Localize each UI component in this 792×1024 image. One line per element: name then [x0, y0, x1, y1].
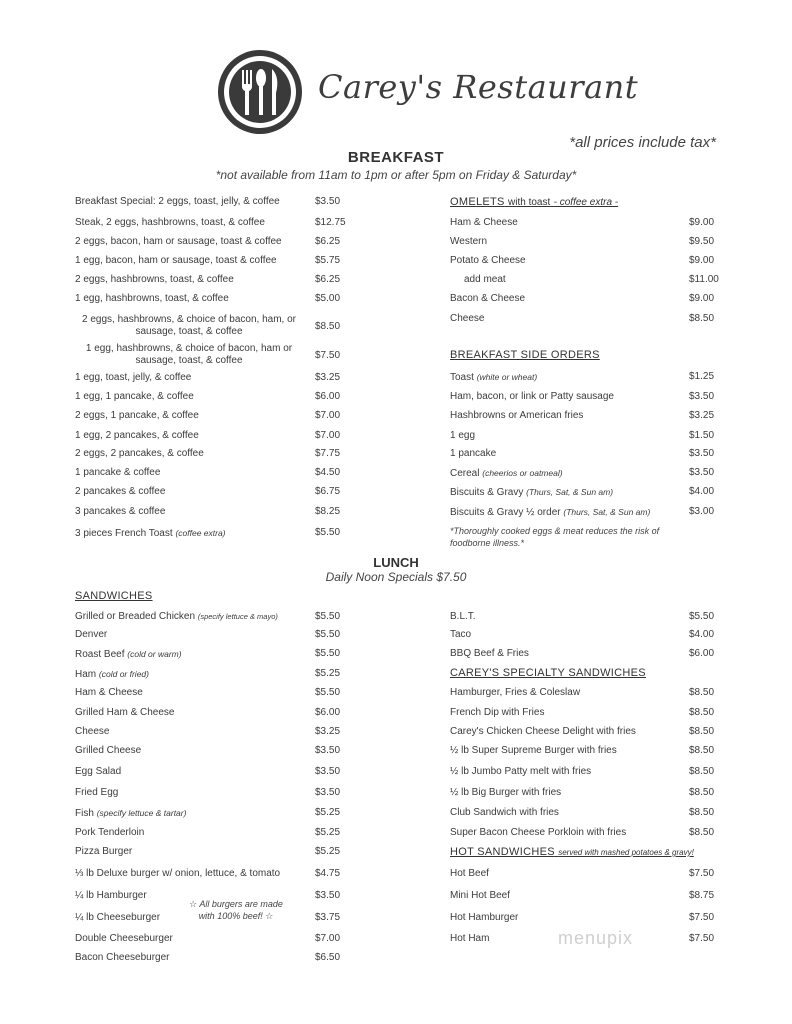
menu-item: Grilled or Breaded Chicken (specify lettuce & mayo) $5.50: [75, 611, 341, 622]
menu-item: Fish (specify lettuce & tartar) $5.25: [75, 807, 341, 819]
menu-item: Bacon Cheeseburger $6.50: [75, 952, 341, 963]
menu-item: Breakfast Special: 2 eggs, toast, jelly, & coffee $3.50: [75, 196, 341, 207]
menu-item: French Dip with Fries $8.50: [450, 707, 715, 718]
menu-item: Roast Beef (cold or warm) $5.50: [75, 648, 341, 660]
menu-item: Pizza Burger $5.25: [75, 846, 341, 857]
menu-item: 2 eggs, hashbrowns, & choice of bacon, ham, or sausage, toast, & coffee $8.50: [81, 314, 341, 337]
menu-item: Egg Salad $3.50: [75, 766, 341, 777]
omelets-heading: OMELETS with toast - coffee extra -: [450, 196, 619, 208]
watermark: menupix: [558, 928, 634, 948]
menu-item: 1 egg $1.50: [450, 430, 715, 441]
menu-item: Cereal (cheerios or oatmeal) $3.50: [450, 467, 715, 479]
menu-item: 1 egg, toast, jelly, & coffee $3.25: [75, 372, 341, 383]
menu-item: Biscuits & Gravy (Thurs, Sat, & Sun am) $4.00: [450, 486, 715, 498]
menu-item: Grilled Cheese $3.50: [75, 745, 341, 756]
menu-item: Cheese $8.50: [450, 313, 715, 324]
menu-item: add meat $11.00: [464, 274, 719, 285]
menu-item: 2 pancakes & coffee $6.75: [75, 486, 341, 497]
menu-item: Ham & Cheese $5.50: [75, 687, 341, 698]
menu-item: Mini Hot Beef $8.75: [450, 890, 715, 901]
menu-item: Pork Tenderloin $5.25: [75, 827, 341, 838]
menu-item: 3 pieces French Toast (coffee extra) $5.50: [75, 527, 341, 539]
menu-item: Ham, bacon, or link or Patty sausage $3.50: [450, 391, 715, 402]
burger-note: ☆ All burgers are made with 100% beef! ☆: [189, 899, 283, 921]
restaurant-logo: [216, 48, 304, 136]
breakfast-sides-heading: BREAKFAST SIDE ORDERS: [450, 349, 600, 361]
menu-item: Biscuits & Gravy ½ order (Thurs, Sat, & Sun am) $3.00: [450, 506, 715, 518]
menu-item: 1 pancake $3.50: [450, 448, 715, 459]
menu-item: Hot Beef $7.50: [450, 868, 715, 879]
menu-item: 3 pancakes & coffee $8.25: [75, 506, 341, 517]
menu-item: BBQ Beef & Fries $6.00: [450, 648, 715, 659]
menu-item: Ham & Cheese $9.00: [450, 217, 715, 228]
menu-item: Hot Ham $7.50: [450, 933, 715, 944]
breakfast-availability-note: *not available from 11am to 1pm or after 5pm on Friday & Saturday*: [215, 168, 577, 182]
menu-item: 1 egg, hashbrowns, & choice of bacon, ham or sausage, toast, & coffee $7.50: [85, 343, 341, 366]
menu-item: Denver $5.50: [75, 629, 341, 640]
menu-item: B.L.T. $5.50: [450, 611, 715, 622]
food-safety-footnote: *Thoroughly cooked eggs & meat reduces the risk of foodborne illness.*: [450, 526, 660, 548]
menu-item: 1 pancake & coffee $4.50: [75, 467, 341, 478]
breakfast-title: BREAKFAST: [347, 149, 445, 166]
menu-item: Grilled Ham & Cheese $6.00: [75, 707, 341, 718]
specialty-sandwiches-heading: CAREY'S SPECIALTY SANDWICHES: [450, 667, 646, 679]
lunch-specials-note: Daily Noon Specials $7.50: [325, 570, 467, 584]
menu-item: Super Bacon Cheese Porkloin with fries $8.50: [450, 827, 715, 838]
menu-item: Double Cheeseburger $7.00: [75, 933, 341, 944]
menu-item: ½ lb Jumbo Patty melt with fries $8.50: [450, 766, 715, 777]
menu-item: ½ lb Big Burger with fries $8.50: [450, 787, 715, 798]
menu-item: 2 eggs, hashbrowns, toast, & coffee $6.25: [75, 274, 341, 285]
menu-item: 1 egg, 2 pancakes, & coffee $7.00: [75, 430, 341, 441]
menu-item: ¼ lb Hamburger $3.50: [75, 890, 341, 901]
restaurant-name: Carey's Restaurant: [318, 68, 639, 106]
sandwiches-heading: SANDWICHES: [75, 590, 153, 602]
tax-note: *all prices include tax*: [569, 134, 716, 151]
menu-item: Cheese $3.25: [75, 726, 341, 737]
menu-item: ⅓ lb Deluxe burger w/ onion, lettuce, & tomato $4.75: [75, 868, 341, 879]
menu-item: Western $9.50: [450, 236, 715, 247]
menu-item: Club Sandwich with fries $8.50: [450, 807, 715, 818]
menu-item: Steak, 2 eggs, hashbrowns, toast, & coffee $12.75: [75, 217, 346, 228]
menu-item: Toast (white or wheat) $1.25: [450, 371, 715, 383]
menu-item: 2 eggs, 1 pancake, & coffee $7.00: [75, 410, 341, 421]
menu-item: 1 egg, 1 pancake, & coffee $6.00: [75, 391, 341, 402]
menu-item: Potato & Cheese $9.00: [450, 255, 715, 266]
menu-item: 1 egg, bacon, ham or sausage, toast & coffee $5.75: [75, 255, 341, 266]
menu-item: Carey's Chicken Cheese Delight with fries $8.50: [450, 726, 715, 737]
menu-item: ½ lb Super Supreme Burger with fries $8.50: [450, 745, 715, 756]
menu-item: Fried Egg $3.50: [75, 787, 341, 798]
menu-item: ¼ lb Cheeseburger $3.75: [75, 912, 341, 923]
menu-item: Taco $4.00: [450, 629, 715, 640]
menu-item: Bacon & Cheese $9.00: [450, 293, 715, 304]
menu-item: 2 eggs, bacon, ham or sausage, toast & coffee $6.25: [75, 236, 341, 247]
hot-sandwiches-heading: HOT SANDWICHES served with mashed potatoes & gravy!: [450, 846, 694, 858]
menu-item: Hamburger, Fries & Coleslaw $8.50: [450, 687, 715, 698]
menu-item: Hot Hamburger $7.50: [450, 912, 715, 923]
lunch-title: LUNCH: [373, 555, 419, 570]
menu-item: Ham (cold or fried) $5.25: [75, 668, 341, 680]
menu-item: Hashbrowns or American fries $3.25: [450, 410, 715, 421]
menu-item: 1 egg, hashbrowns, toast, & coffee $5.00: [75, 293, 341, 304]
menu-item: 2 eggs, 2 pancakes, & coffee $7.75: [75, 448, 341, 459]
